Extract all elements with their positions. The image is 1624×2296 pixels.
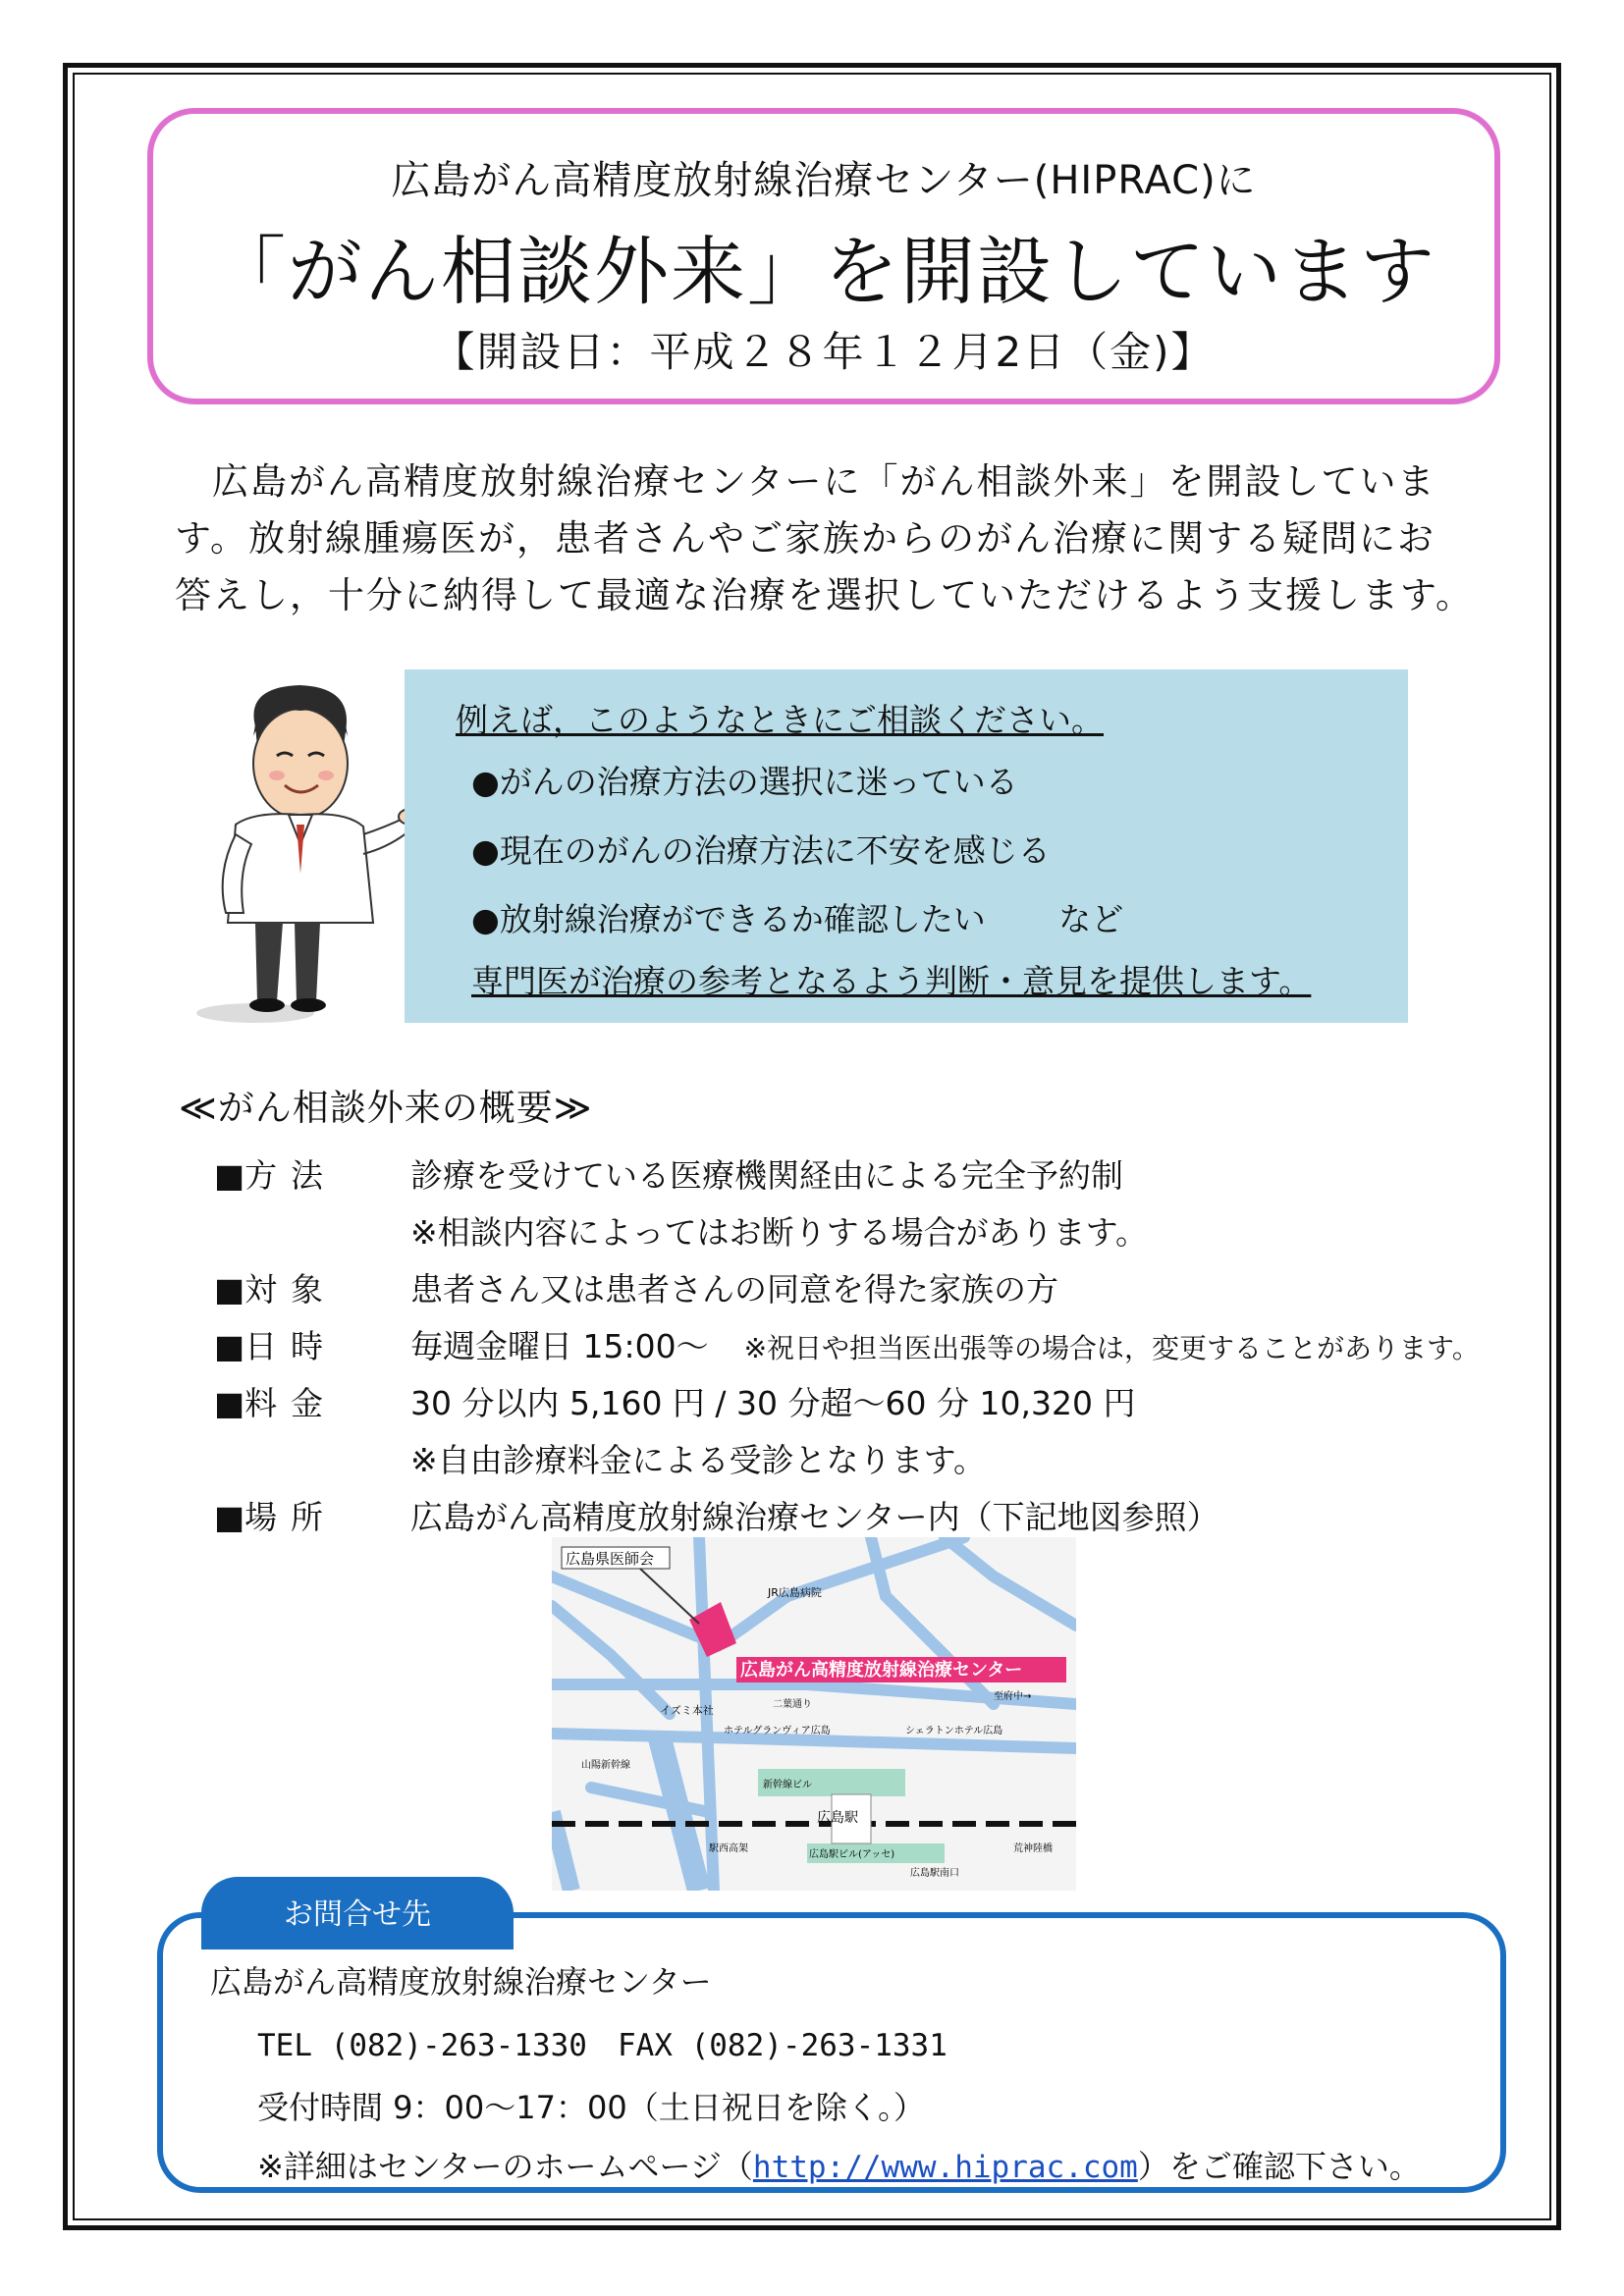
overview-row-value: 診療を受けている医療機関経由による完全予約制 [410,1156,1123,1195]
location-map [552,1537,1076,1891]
overview-row-label: ■料 金 [214,1384,323,1422]
intro-paragraph [175,454,1475,624]
contact-hours: 受付時間 9：00～17：00（土日祝日を除く。） [257,2089,926,2126]
contact-tab: お問合せ先 [201,1877,514,1949]
map-label-sanyo: 山陽新幹線 [581,1760,630,1771]
map-label-ekinishi: 駅西高架 [709,1843,748,1854]
page-title: 「がん相談外来」を開設しています [211,228,1436,315]
overview-row-method [214,1150,1123,1197]
overview-row-value: 広島がん高精度放射線治療センター内（下記地図参照） [410,1498,1219,1536]
doctor-illustration [187,677,422,1031]
overview-row-label: ■日 時 [214,1327,323,1365]
overview-row-value: 30 分以内 5,160 円 / 30 分超～60 分 10,320 円 [410,1384,1136,1422]
overview-row-fee-note [214,1435,986,1481]
map-label-medical-assoc: 広島県医師会 [566,1550,655,1568]
overview-row-label: ■方 法 [214,1156,323,1195]
map-label-station-bldg: 広島駅ビル(アッセ) [809,1849,895,1860]
contact-detail-prefix: ※詳細はセンターのホームページ（ [257,2148,753,2185]
header-box [147,108,1500,404]
contact-box [157,1912,1506,2193]
overview-row-label: ■場 所 [214,1498,323,1536]
homepage-link[interactable]: http://www.hiprac.com [752,2150,1138,2185]
consultation-examples-box [405,669,1408,1023]
intro-line: す。放射線腫瘍医が，患者さんやご家族からのがん治療に関する疑問にお [175,517,1436,560]
overview-row-value: 患者さん又は患者さんの同意を得た家族の方 [410,1270,1058,1308]
overview-row-target [214,1264,1058,1310]
intro-line: 答えし，十分に納得して最適な治療を選択していただけるよう支援します。 [175,574,1475,616]
overview-row-value: ※自由診療料金による受診となります。 [410,1441,987,1479]
map-label-kojin: 荒神陸橋 [1013,1843,1053,1854]
map-label-center: 広島がん高精度放射線治療センター [740,1660,1023,1681]
map-label-izumi: イズミ本社 [660,1704,714,1717]
overview-row-value: ※相談内容によってはお断りする場合があります。 [410,1213,1149,1252]
map-label-sheraton: シェラトンホテル広島 [905,1726,1003,1736]
intro-line: 広島がん高精度放射線治療センターに「がん相談外来」を開設していま [212,460,1436,503]
contact-tel-fax: TEL (082)-263-1330 FAX (082)-263-1331 [257,2028,947,2063]
map-label-nichome: 二葉通り [773,1699,812,1710]
opening-date: 【開設日：平成２８年１２月2日（金)】 [433,328,1215,376]
map-label-hotel-granvia: ホテルグランヴィア広島 [724,1726,831,1736]
map-label-to-naka: 至府中→ [994,1691,1032,1702]
map-label-station: 広島駅 [817,1810,858,1826]
contact-org: 広島がん高精度放射線治療センター [210,1963,712,2001]
map-label-ekikita: 広島駅南口 [910,1868,959,1879]
consult-item [471,885,1379,954]
overview-row-label: ■対 象 [214,1270,323,1308]
map-label-hospital: JR広島病院 [768,1586,822,1599]
consult-item-text: ●放射線治療ができるか確認したい [471,900,986,938]
contact-detail [257,2142,1421,2187]
overview-row-value: 毎週金曜日 15:00～ [410,1327,709,1365]
consult-item: ●がんの治療方法の選択に迷っている [471,763,1018,801]
map-label-shinkansen-bldg: 新幹線ビル [763,1780,812,1790]
overview-title: ≪がん相談外来の概要≫ [179,1087,593,1129]
overview-row-method-note [214,1207,1148,1254]
header-subtitle: 広島がん高精度放射線治療センター(HIPRAC)に [391,158,1257,203]
contact-detail-suffix: ）をご確認下さい。 [1137,2148,1421,2185]
consult-item: ●現在のがんの治療方法に不安を感じる [471,831,1051,870]
overview-row-datetime [214,1321,1480,1367]
consult-item-suffix: など [1058,900,1124,938]
consult-heading: 例えば，このようなときにご相談ください。 [456,701,1104,739]
consult-footer: 専門医が治療の参考となるよう判断・意見を提供します。 [471,962,1312,1000]
overview-row-fee [214,1378,1135,1424]
overview-row-note: ※祝日や担当医出張等の場合は，変更することがあります。 [743,1332,1480,1364]
overview-row-location [214,1492,1219,1538]
